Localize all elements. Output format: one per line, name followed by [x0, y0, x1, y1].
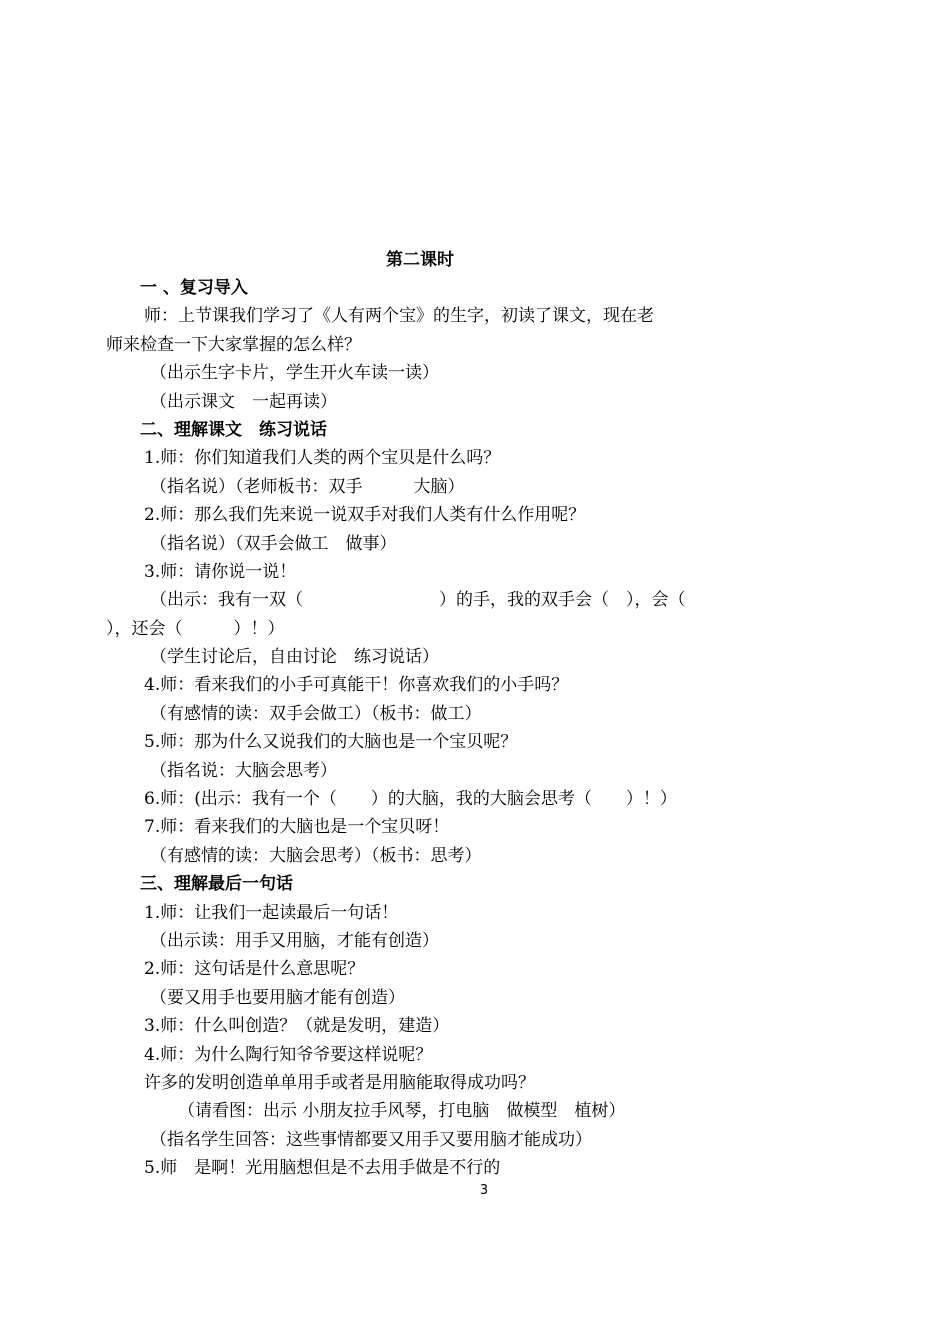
text-line: 6.师：(出示：我有一个（ ）的大脑，我的大脑会思考（ ）！）	[144, 789, 677, 810]
text-line: 许多的发明创造单单用手或者是用脑能取得成功吗？	[144, 1072, 535, 1093]
text-line: 1.师：你们知道我们人类的两个宝贝是什么吗？	[144, 448, 501, 469]
text-line: （出示：我有一双（ ）的手，我的双手会（ ），会（	[150, 590, 686, 611]
text-line: （出示读：用手又用脑，才能有创造）	[150, 930, 439, 951]
text-line: （指名说）（双手会做工 做事）	[150, 533, 397, 554]
text-line: 4.师：看来我们的小手可真能干！你喜欢我们的小手吗？	[144, 675, 569, 696]
text-line: 5.师 是啊！光用脑想但是不去用手做是不行的	[144, 1158, 501, 1179]
text-line: 3.师：什么叫创造？（就是发明，建造）	[144, 1016, 450, 1037]
text-line: 7.师：看来我们的大脑也是一个宝贝呀！	[144, 817, 450, 838]
text-line: （请看图：出示 小朋友拉手风琴，打电脑 做模型 植树）	[178, 1101, 626, 1122]
text-line: （出示生字卡片，学生开火车读一读）	[150, 363, 439, 384]
document-body	[106, 274, 706, 1183]
text-line: 5.师：那为什么又说我们的大脑也是一个宝贝呢？	[144, 732, 518, 753]
section-heading: 一 、复习导入	[140, 278, 248, 298]
text-line: ），还会（ ）！）	[106, 618, 285, 639]
text-line: 2.师：这句话是什么意思呢？	[144, 959, 365, 980]
page-number: 3	[479, 1183, 489, 1198]
text-line: 2.师：那么我们先来说一说双手对我们人类有什么作用呢？	[144, 505, 586, 526]
text-line: （要又用手也要用脑才能有创造）	[150, 987, 405, 1008]
section-heading: 二、理解课文 练习说话	[140, 419, 327, 440]
text-line: 3.师：请你说一说！	[144, 561, 297, 582]
text-line: 师：上节课我们学习了《人有两个宝》的生字，初读了课文，现在老	[144, 306, 654, 327]
text-line: （指名说）（老师板书：双手 大脑）	[150, 476, 465, 497]
text-line: （有感情的读：大脑会思考）（板书：思考）	[150, 845, 482, 866]
text-line: （指名说：大脑会思考）	[150, 760, 337, 781]
text-line: （指名学生回答：这些事情都要又用手又要用脑才能成功）	[150, 1129, 592, 1150]
text-line: 1.师：让我们一起读最后一句话！	[144, 902, 399, 923]
section-heading: 三、理解最后一句话	[140, 874, 293, 895]
text-line: （有感情的读：双手会做工）（板书：做工）	[150, 703, 482, 724]
text-line: （出示课文 一起再读）	[150, 391, 337, 412]
text-line: 师来检查一下大家掌握的怎么样？	[106, 334, 361, 355]
text-line: （学生讨论后，自由讨论 练习说话）	[150, 647, 439, 668]
page-title: 第二课时	[386, 250, 454, 270]
text-line: 4.师：为什么陶行知爷爷要这样说呢？	[144, 1044, 433, 1065]
